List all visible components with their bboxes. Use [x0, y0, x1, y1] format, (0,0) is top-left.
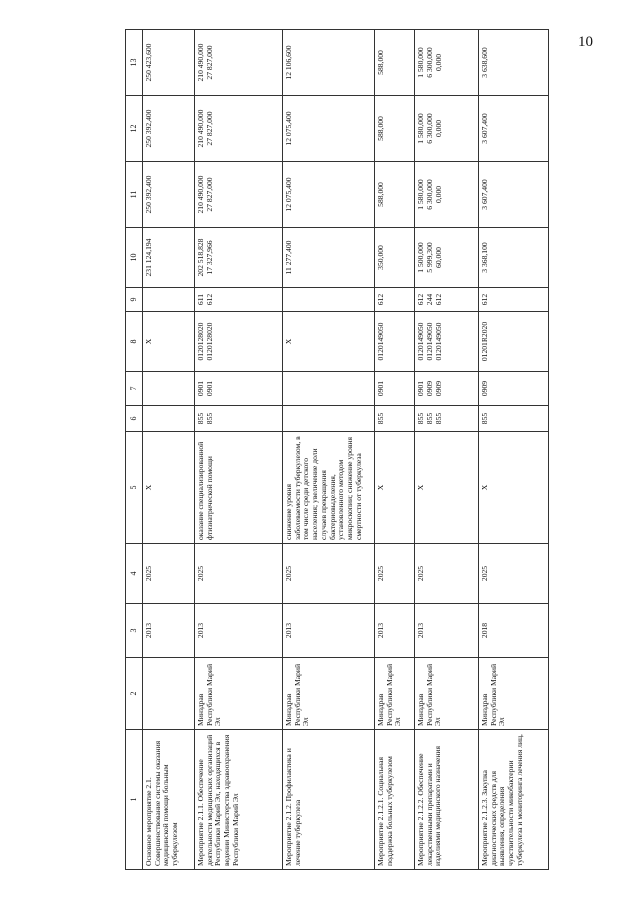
cell-col-8	[143, 312, 195, 372]
cell-col-9	[195, 288, 283, 312]
cell-value: 612	[205, 293, 215, 306]
cell-value: 27 827,000	[205, 45, 215, 80]
cell-col-6	[283, 406, 375, 432]
cell-value: 250 423,600	[144, 43, 153, 82]
cell-col-6	[479, 406, 549, 432]
cell-col-9	[415, 288, 479, 312]
cell-col-9	[375, 288, 415, 312]
cell-col-1: Мероприятие 2.1.2.3. Закупка диагностических средств для выявления, определения чувствительности микобактерии туберкулеза и мониторинга лечения лиц,	[479, 730, 549, 870]
cell-value: 855	[425, 412, 435, 425]
cell-value: 0,000	[434, 119, 444, 138]
cell-value: 0909	[434, 380, 444, 397]
column-header-7: 7	[126, 372, 143, 406]
cell-col-6	[415, 406, 479, 432]
cell-col-7	[479, 372, 549, 406]
table-row	[375, 30, 415, 870]
cell-value	[285, 291, 294, 308]
cell-value: 588,000	[376, 116, 385, 141]
cell-value: 612	[376, 293, 385, 306]
column-header-10: 10	[126, 228, 143, 288]
cell-value: 0120149050	[434, 322, 444, 361]
table-header-row	[126, 30, 143, 870]
cell-value: 3 368,100	[480, 242, 489, 273]
column-header-6: 6	[126, 406, 143, 432]
cell-col-5: Х	[143, 432, 195, 544]
cell-value: 588,000	[376, 182, 385, 207]
cell-col-6	[375, 406, 415, 432]
cell-col-5: снижение уровня заболеваемости туберкулезом, в том числе среди детского населения; увеличение доли случаев прекращения бактериовыделения, установленного методом микроскопии; снижение уровня смертности от туберкулеза	[283, 432, 375, 544]
column-header-5: 5	[126, 432, 143, 544]
cell-col-8	[283, 312, 375, 372]
cell-col-9	[479, 288, 549, 312]
table-row	[479, 30, 549, 870]
rotated-table-wrapper	[125, 30, 537, 870]
column-header-4: 4	[126, 544, 143, 604]
column-header-3: 3	[126, 604, 143, 658]
cell-value: 855	[480, 412, 489, 425]
cell-value: 210 490,000	[196, 43, 205, 82]
cell-col-7	[143, 372, 195, 406]
cell-col-13	[375, 30, 415, 96]
page-number: 10	[578, 34, 593, 50]
cell-value: 3 607,400	[480, 113, 489, 144]
cell-value: 6 300,000	[425, 47, 435, 78]
cell-col-9	[143, 288, 195, 312]
cell-value: 0,000	[434, 185, 444, 204]
cell-value: 612	[480, 293, 489, 306]
cell-value: 0120128020	[196, 322, 205, 361]
cell-value: 0901	[376, 380, 385, 397]
cell-value: 3 638,600	[480, 47, 489, 78]
cell-value	[285, 409, 294, 428]
cell-col-11	[195, 162, 283, 228]
cell-value: 855	[205, 412, 215, 425]
cell-col-2: Минздрав Республики Марий Эл	[415, 658, 479, 730]
cell-col-5: Х	[479, 432, 549, 544]
column-header-1: 1	[126, 730, 143, 870]
cell-value: 612	[416, 293, 425, 306]
cell-col-10	[143, 228, 195, 288]
cell-col-12	[283, 96, 375, 162]
column-header-9: 9	[126, 288, 143, 312]
cell-col-13	[283, 30, 375, 96]
cell-col-13	[479, 30, 549, 96]
cell-col-12	[479, 96, 549, 162]
cell-value: 0901	[205, 380, 215, 397]
cell-col-9	[283, 288, 375, 312]
cell-col-7	[195, 372, 283, 406]
cell-value: 611	[196, 293, 205, 306]
cell-col-8	[479, 312, 549, 372]
cell-col-1: Мероприятие 2.1.2. Профилактика и лечение туберкулеза	[283, 730, 375, 870]
cell-value	[145, 409, 154, 428]
cell-value: 350,000	[376, 245, 385, 270]
cell-col-4: 2025	[375, 544, 415, 604]
cell-col-2: Минздрав Республики Марий Эл	[479, 658, 549, 730]
cell-col-7	[283, 372, 375, 406]
column-header-2: 2	[126, 658, 143, 730]
cell-col-12	[375, 96, 415, 162]
cell-value: 231 124,194	[144, 238, 153, 277]
cell-value: 0,000	[434, 53, 444, 72]
cell-col-3: 2013	[283, 604, 375, 658]
cell-col-10	[283, 228, 375, 288]
table-row	[283, 30, 375, 870]
table-body	[143, 30, 549, 870]
cell-col-3: 2013	[143, 604, 195, 658]
cell-value: 3 607,400	[480, 179, 489, 210]
cell-value: 17 327,966	[205, 240, 215, 275]
cell-value: 612	[434, 293, 444, 306]
cell-col-2: Минздрав Республики Марий Эл	[375, 658, 415, 730]
cell-value: 1 580,000	[416, 47, 425, 78]
cell-col-4: 2025	[415, 544, 479, 604]
cell-value: 855	[434, 412, 444, 425]
cell-col-13	[415, 30, 479, 96]
cell-col-8	[415, 312, 479, 372]
column-header-8: 8	[126, 312, 143, 372]
cell-col-10	[479, 228, 549, 288]
cell-col-11	[415, 162, 479, 228]
cell-value: 0120149050	[416, 322, 425, 361]
cell-value: 0909	[425, 380, 435, 397]
cell-col-2: Минздрав Республики Марий Эл	[283, 658, 375, 730]
cell-col-10	[375, 228, 415, 288]
table-row	[415, 30, 479, 870]
cell-value: Х	[284, 338, 293, 345]
cell-col-4: 2025	[143, 544, 195, 604]
cell-value: 1 500,000	[416, 242, 425, 273]
cell-col-4: 2025	[479, 544, 549, 604]
cell-col-3: 2018	[479, 604, 549, 658]
cell-col-8	[375, 312, 415, 372]
cell-value: 0901	[416, 380, 425, 397]
cell-col-11	[375, 162, 415, 228]
cell-value: 5 999,300	[425, 242, 435, 273]
cell-col-4: 2025	[195, 544, 283, 604]
cell-col-1: Мероприятие 2.1.2.2. Обеспечение лекарственными препаратами и изделиями медицинского назначения	[415, 730, 479, 870]
cell-col-1: Мероприятие 2.1.2.1. Социальная поддержка больных туберкулезом	[375, 730, 415, 870]
cell-col-13	[143, 30, 195, 96]
column-header-11: 11	[126, 162, 143, 228]
cell-value: 588,000	[376, 50, 385, 75]
cell-value	[285, 375, 294, 402]
cell-value: 27 827,000	[205, 111, 215, 146]
cell-value: 27 827,000	[205, 177, 215, 212]
cell-col-10	[415, 228, 479, 288]
table-row	[195, 30, 283, 870]
cell-col-2	[143, 658, 195, 730]
cell-value: 1 580,000	[416, 179, 425, 210]
cell-value: 1 580,000	[416, 113, 425, 144]
cell-value: 0909	[480, 380, 489, 397]
cell-col-1: Основное мероприятие 2.1. Совершенствование системы оказания медицинской помощи больным туберкулезом	[143, 730, 195, 870]
cell-col-12	[415, 96, 479, 162]
cell-value: 12 075,400	[284, 177, 293, 212]
cell-value: 0120149050	[376, 322, 385, 361]
cell-value: 6 300,000	[425, 113, 435, 144]
cell-value: 244	[425, 293, 435, 306]
cell-value: 0901	[196, 380, 205, 397]
cell-value: 250 392,400	[144, 109, 153, 148]
cell-value	[145, 375, 154, 402]
cell-col-7	[415, 372, 479, 406]
cell-value: 855	[416, 412, 425, 425]
cell-value: 855	[196, 412, 205, 425]
column-header-12: 12	[126, 96, 143, 162]
cell-value: Х	[144, 338, 153, 345]
cell-value: 11 277,400	[284, 240, 293, 275]
cell-col-3: 2013	[375, 604, 415, 658]
cell-col-4: 2025	[283, 544, 375, 604]
cell-col-11	[479, 162, 549, 228]
cell-value: 0120128020	[205, 322, 215, 361]
cell-value: 12 075,400	[284, 111, 293, 146]
cell-value: 01201R2020	[480, 321, 489, 362]
cell-col-1: Мероприятие 2.1.1. Обеспечение деятельности медицинских организаций Республики Марий Эл, находящихся в ведении Министерства здравоохранения Республики Марий Эл	[195, 730, 283, 870]
cell-col-5: Х	[375, 432, 415, 544]
cell-value: 12 106,600	[284, 45, 293, 80]
cell-col-11	[143, 162, 195, 228]
table-row	[143, 30, 195, 870]
program-table	[125, 29, 549, 870]
cell-col-13	[195, 30, 283, 96]
cell-value: 250 392,400	[144, 175, 153, 214]
cell-col-11	[283, 162, 375, 228]
cell-col-6	[143, 406, 195, 432]
cell-col-5: Х	[415, 432, 479, 544]
cell-col-8	[195, 312, 283, 372]
cell-value	[145, 291, 154, 308]
cell-col-3: 2013	[415, 604, 479, 658]
cell-col-2: Минздрав Республики Марий Эл	[195, 658, 283, 730]
column-header-13: 13	[126, 30, 143, 96]
cell-col-12	[195, 96, 283, 162]
cell-value: 60,000	[434, 247, 444, 268]
cell-col-7	[375, 372, 415, 406]
cell-value: 0120149050	[425, 322, 435, 361]
cell-value: 210 490,000	[196, 175, 205, 214]
cell-col-10	[195, 228, 283, 288]
cell-col-12	[143, 96, 195, 162]
cell-value: 6 300,000	[425, 179, 435, 210]
cell-value: 855	[376, 412, 385, 425]
cell-value: 210 490,000	[196, 109, 205, 148]
cell-col-6	[195, 406, 283, 432]
cell-value: 202 518,828	[196, 238, 205, 277]
cell-col-3: 2013	[195, 604, 283, 658]
cell-col-5: оказание специализированной фтизиатрической помощи	[195, 432, 283, 544]
